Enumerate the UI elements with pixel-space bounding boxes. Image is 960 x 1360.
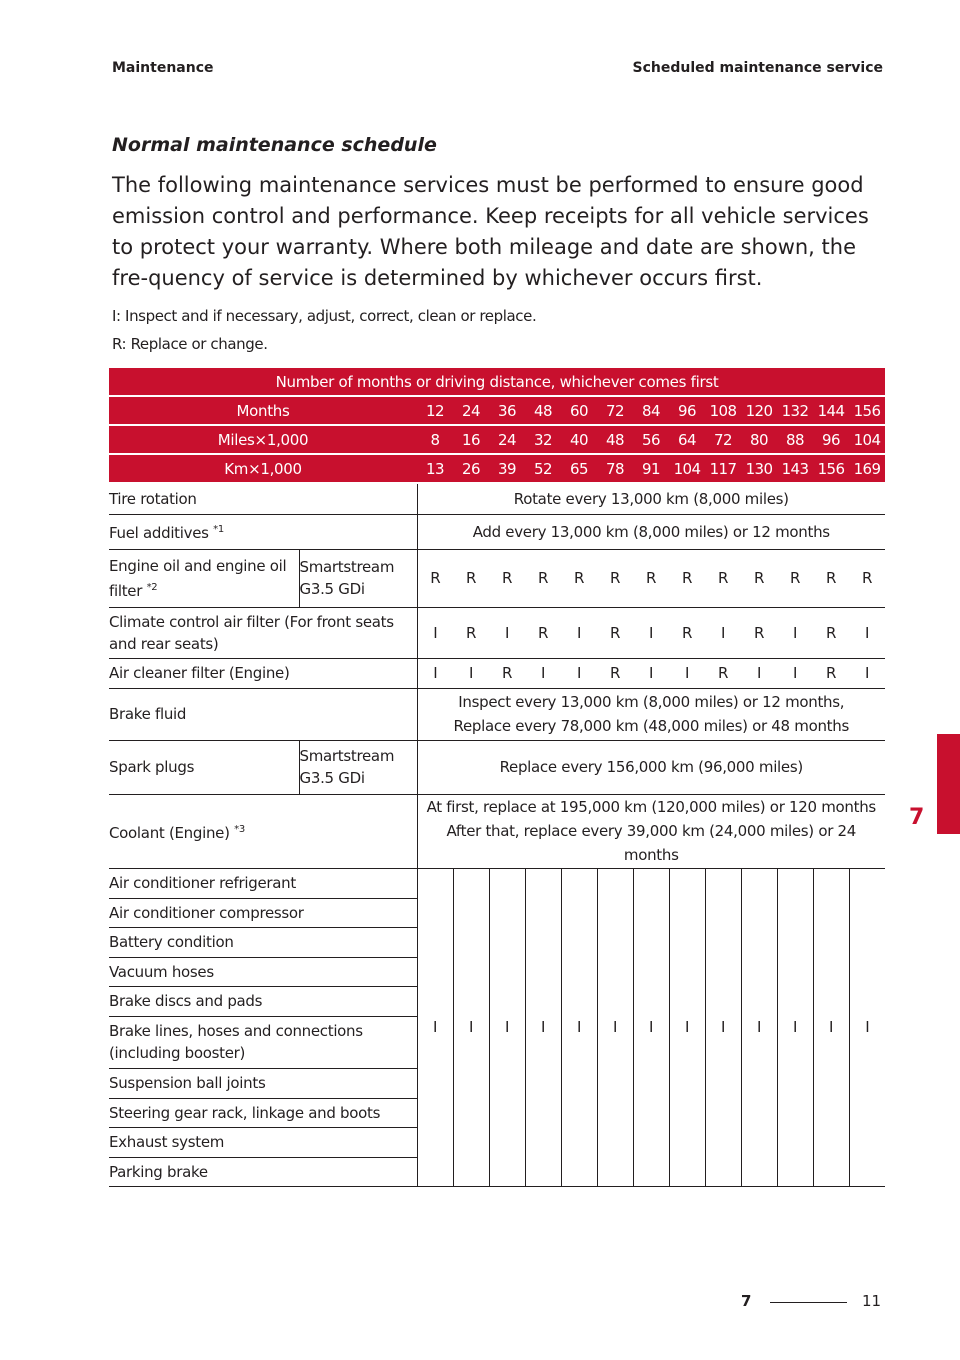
engine-oil-cell: R [525,549,561,607]
air-cleaner-label: Air cleaner filter (Engine) [109,658,417,688]
months-cell: 36 [489,396,525,425]
months-cell: 24 [453,396,489,425]
climate-filter-label-line1: Climate control air filter (For front seats [109,612,394,631]
air-cleaner-cell: R [705,658,741,688]
engine-oil-cell: R [417,549,453,607]
table-banner: Number of months or driving distance, whichever comes first [109,368,885,396]
engine-oil-cell: R [561,549,597,607]
months-cell: 48 [525,396,561,425]
engine-oil-note: *2 [146,581,158,593]
coolant-line2: After that, replace every 39,000 km (24,000 miles) or 24 [446,822,857,840]
chapter-tab-number: 7 [909,805,925,830]
engine-oil-cell: R [633,549,669,607]
engine-oil-cell: R [849,549,885,607]
fuel-additives-value: Add every 13,000 km (8,000 miles) or 12 months [417,514,885,549]
miles-cell: 16 [453,425,489,454]
months-cell: 156 [849,396,885,425]
inspect-item-label: Brake discs and pads [109,986,417,1016]
legend-inspect: I: Inspect and if necessary, adjust, correct, clean or replace. [112,307,537,325]
inspect-item-label: Parking brake [109,1157,417,1186]
inspect-item-label-line2: (including booster) [109,1044,246,1062]
header-section: Maintenance [112,60,214,76]
footer-divider [770,1302,847,1303]
months-cell: 72 [597,396,633,425]
miles-label: Miles×1,000 [109,425,417,454]
inspect-cell: I [849,868,885,1186]
coolant-line3: months [623,846,679,864]
climate-filter-cell: R [453,607,489,658]
section-title: Normal maintenance schedule [112,134,437,156]
climate-filter-cell: R [741,607,777,658]
inspect-cell: I [669,868,705,1186]
air-cleaner-cell: R [489,658,525,688]
engine-oil-cell: R [669,549,705,607]
engine-oil-cell: R [453,549,489,607]
coolant-label: Coolant (Engine) [109,823,230,842]
engine-oil-label-line1: Engine oil and engine oil [109,556,287,575]
air-cleaner-cell: I [849,658,885,688]
miles-cell: 8 [417,425,453,454]
brake-fluid-label: Brake fluid [109,688,417,740]
air-cleaner-cell: I [741,658,777,688]
miles-cell: 24 [489,425,525,454]
brake-fluid-line1: Inspect every 13,000 km (8,000 miles) or 12 months, [458,693,845,711]
km-label: Km×1,000 [109,454,417,483]
spark-plugs-label: Spark plugs [109,740,299,794]
engine-oil-label-line2: filter [109,581,143,600]
miles-cell: 88 [777,425,813,454]
engine-oil-engine-line2: G3.5 GDi [299,580,365,598]
km-cell: 143 [777,454,813,483]
inspect-cell: I [741,868,777,1186]
air-cleaner-cell: I [777,658,813,688]
tire-rotation-label: Tire rotation [109,483,417,514]
km-cell: 156 [813,454,849,483]
fuel-additives-row [109,514,885,549]
km-cell: 65 [561,454,597,483]
header-topic: Scheduled maintenance service [632,60,883,76]
spark-plugs-row [109,740,885,794]
spark-plugs-engine-cell [299,740,417,794]
climate-filter-cell: I [489,607,525,658]
inspect-item-label: Steering gear rack, linkage and boots [109,1098,417,1127]
climate-filter-cell: I [633,607,669,658]
climate-filter-cell: R [669,607,705,658]
engine-oil-label-line2-wrap [109,577,299,602]
brake-fluid-row [109,688,885,740]
air-cleaner-row [109,658,885,688]
spark-plugs-engine-line2: G3.5 GDi [299,769,365,787]
inspect-item-label: Exhaust system [109,1127,417,1157]
inspect-item-row [109,868,885,898]
engine-oil-cell: R [741,549,777,607]
months-cell: 120 [741,396,777,425]
km-cell: 13 [417,454,453,483]
climate-filter-row [109,607,885,658]
engine-oil-engine-line1: Smartstream [299,558,395,576]
footer-chapter-number: 7 [741,1292,752,1310]
inspect-item-label: Air conditioner refrigerant [109,868,417,898]
miles-cell: 48 [597,425,633,454]
months-cell: 84 [633,396,669,425]
table-banner-row [109,368,885,396]
climate-filter-label-cell [109,607,417,658]
climate-filter-cell: I [705,607,741,658]
engine-oil-cell: R [597,549,633,607]
inspect-cell: I [705,868,741,1186]
engine-oil-row [109,549,885,607]
tire-rotation-row [109,483,885,514]
km-cell: 26 [453,454,489,483]
coolant-label-cell [109,794,417,868]
inspect-cell: I [417,868,453,1186]
km-cell: 78 [597,454,633,483]
air-cleaner-cell: R [813,658,849,688]
months-label: Months [109,396,417,425]
coolant-value-cell [417,794,885,868]
fuel-additives-label: Fuel additives [109,524,209,542]
coolant-line1: At first, replace at 195,000 km (120,000 miles) or 120 months [426,798,876,816]
inspect-cell: I [777,868,813,1186]
spark-plugs-value: Replace every 156,000 km (96,000 miles) [417,740,885,794]
brake-fluid-line2: Replace every 78,000 km (48,000 miles) or 48 months [453,717,849,735]
air-cleaner-cell: I [561,658,597,688]
air-cleaner-cell: I [525,658,561,688]
coolant-row [109,794,885,868]
air-cleaner-cell: R [597,658,633,688]
coolant-note: *3 [234,823,245,835]
miles-cell: 40 [561,425,597,454]
km-cell: 39 [489,454,525,483]
inspect-item-label: Vacuum hoses [109,957,417,986]
inspect-item-label-cell [109,1016,417,1068]
air-cleaner-cell: I [453,658,489,688]
climate-filter-cell: R [813,607,849,658]
engine-oil-engine-cell [299,549,417,607]
km-cell: 91 [633,454,669,483]
miles-row [109,425,885,454]
climate-filter-cell: R [525,607,561,658]
inspect-item-label: Battery condition [109,927,417,957]
months-cell: 132 [777,396,813,425]
months-cell: 144 [813,396,849,425]
maintenance-schedule-table [109,368,885,1187]
inspect-cell: I [489,868,525,1186]
inspect-cell: I [633,868,669,1186]
months-cell: 60 [561,396,597,425]
miles-cell: 64 [669,425,705,454]
climate-filter-cell: I [777,607,813,658]
inspect-item-label: Air conditioner compressor [109,898,417,927]
tire-rotation-value: Rotate every 13,000 km (8,000 miles) [417,483,885,514]
inspect-cell: I [525,868,561,1186]
km-row [109,454,885,483]
engine-oil-label-cell [109,549,299,607]
months-cell: 108 [705,396,741,425]
legend-replace: R: Replace or change. [112,335,268,353]
chapter-side-tab [937,734,960,834]
km-cell: 169 [849,454,885,483]
miles-cell: 32 [525,425,561,454]
engine-oil-cell: R [489,549,525,607]
miles-cell: 72 [705,425,741,454]
inspect-item-label-line1: Brake lines, hoses and connections [109,1022,363,1040]
engine-oil-cell: R [705,549,741,607]
miles-cell: 80 [741,425,777,454]
km-cell: 104 [669,454,705,483]
inspect-item-label: Suspension ball joints [109,1068,417,1098]
brake-fluid-value-cell [417,688,885,740]
climate-filter-cell: I [561,607,597,658]
climate-filter-cell: I [417,607,453,658]
inspect-cell: I [453,868,489,1186]
miles-cell: 104 [849,425,885,454]
inspect-cell: I [597,868,633,1186]
inspect-cell: I [561,868,597,1186]
km-cell: 117 [705,454,741,483]
inspect-cell: I [813,868,849,1186]
intro-paragraph: The following maintenance services must be performed to ensure good emission control and performance. Keep receipts for all vehicle services to protect your warranty. Where both mileage and date are shown, the fre-quency of service is determined by whichever occurs first. [112,173,869,290]
footer-page-number: 11 [862,1292,882,1310]
months-cell: 12 [417,396,453,425]
miles-cell: 96 [813,425,849,454]
km-cell: 130 [741,454,777,483]
km-cell: 52 [525,454,561,483]
air-cleaner-cell: I [417,658,453,688]
engine-oil-cell: R [777,549,813,607]
fuel-additives-note: *1 [213,524,224,535]
air-cleaner-cell: I [669,658,705,688]
months-row [109,396,885,425]
fuel-additives-label-cell [109,514,417,549]
climate-filter-cell: R [597,607,633,658]
miles-cell: 56 [633,425,669,454]
engine-oil-cell: R [813,549,849,607]
climate-filter-cell: I [849,607,885,658]
months-cell: 96 [669,396,705,425]
spark-plugs-engine-line1: Smartstream [299,747,395,765]
air-cleaner-cell: I [633,658,669,688]
climate-filter-label-line2: and rear seats) [109,634,219,653]
